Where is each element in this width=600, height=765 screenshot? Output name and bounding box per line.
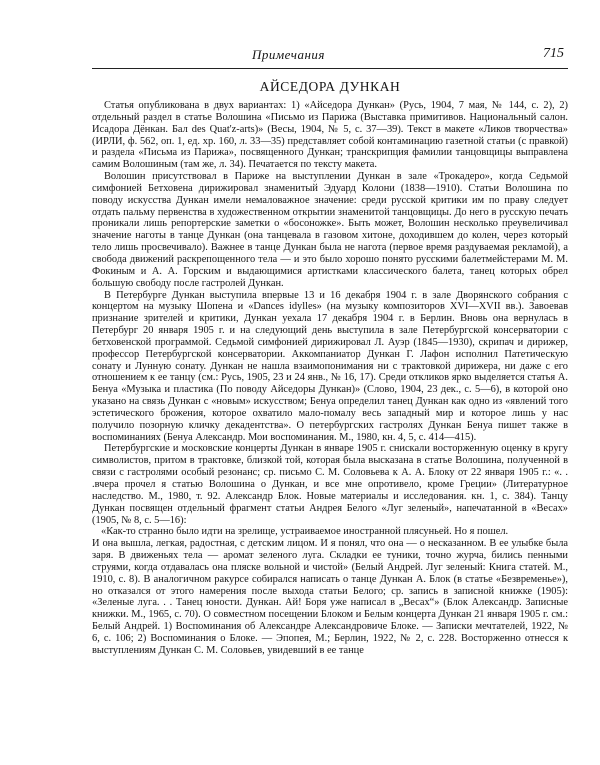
note-paragraph: В Петербурге Дункан выступила впервые 13 и 16 декабря 1904 г. в зале Дворянского собрания с концертом на музыку Шопена и «Dances idylles» (на музыку композиторов XVI—XVII вв.). Завоевав признание зрителей и критики, Дункан уехала 17 декабря 1904 г. в Берлин. Вновь она вернулась в Петербург 20 января 1905 г. и на следующий день выступила в зале Петербургской консерватории с бетховенской программой. Седьмой симфонией дирижировал Л. Ауэр (1845—1930), скрипач и дирижер, профессор Петербургской консерватории. Аккомпаниатор Дункан Г. Лафон исполнил Патетическую сонату и Лунную сонату. Дункан не нашла взаимопонимания ни с трактовкой дирижера, ни даже с его отношением к ее танцу (см.: Русь, 1905, 23 и 24 янв., № 16, 17). Среди откликов ярко выделяется статья А. Бенуа «Музыка и пластика (По поводу Айседоры Дункан)» (Слово, 1904, 23 дек., с. 5—6), в которой оно указано на связь Дункан с «новым» искусством; Бенуа определил танец Дункан как одно из «явлений того эстетического брожения, которое охватило мало-помалу весь западный мир и которое лишь у нас получило позорную кличку декадентства». О петербургских гастролях Дункан Бенуа пишет также в воспоминаниях (Бенуа Александр. Мои воспоминания. М., 1980, кн. 4, 5, с. 414—415). [92,289,568,443]
note-paragraph: Петербургские и московские концерты Дункан в январе 1905 г. снискали восторженную оценку в кругу символистов, притом в трактовке, близкой той, которая была высказана в статье Волошина, полученной в связи с гастролями особый резонанс; ср. письмо С. М. Соловьева к А. А. Блоку от 22 января 1905 г.: «. . .вчера прочел я статью Волошина о Дункан, и все мне опротивело, кроме Греции» (Литературное наследство. М., 1980, т. 92. Александр Блок. Новые материалы и исследования. кн. 1, с. 384). Танцу Дункан посвящен отдельный фрагмент статьи Андрея Белого «Луг зеленый», напечатанной в «Весах» (1905, № 8, с. 5—16): [92,443,568,526]
note-paragraph: И она вышла, легкая, радостная, с детским лицом. И я понял, что она — о несказанном. В ее улыбке была заря. В движеньях тела — аромат зеленого луга. Складки ее туники, точно журча, бились пенными струями, когда отдавалась она пляске вольной и чистой» (Белый Андрей. Луг зеленый: Книга статей. М., 1910, с. 8). В аналогичном ракурсе собирался написать о танце Дункан А. Блок (в статье «Безвременье»), но отказался от этого намерения после выхода статьи Белого; ср. запись в записной книжке (1905): «Зеленые луга. . . Танец юности. Дункан. Ай! Боря уже написал в „Весах“» (Блок Александр. Записные книжки. М., 1965, с. 70). О совместном посещении Блоком и Белым концерта Дункан 21 января 1905 г. см.: Белый Андрей. 1) Воспоминания об Александре Александровиче Блоке. — Записки мечтателей, 1922, № 6, с. 106; 2) Воспоминания о Блоке. — Эпопея, М.; Берлин, 1922, № 2, с. 228. Восторженно отнесся к выступлениям Дункан С. М. Соловьев, увидевший в ее танце [92,538,568,656]
note-paragraph: Статья опубликована в двух вариантах: 1) «Айседора Дункан» (Русь, 1904, 7 мая, № 144, с. 2), 2) отдельный раздел в статье Волошина «Письмо из Парижа (Выставка примитивов. Национальный салон. Исадора Дёнкан. Бал des Quat'z-arts)» (Весы, 1904, № 5, с. 37—39). Текст в макете «Ликов творчества» (ИРЛИ, ф. 562, оп. 1, ед. хр. 160, л. 33—35) представляет собой контаминацию газетной статьи (с правкой) и раздела «Письма из Парижа», посвященного Дункан; транскрипция фамилии танцовщицы выправлена самим Волошиным (там же, л. 34). Печатается по тексту макета. [92,100,568,171]
quotation-paragraph: «Как-то странно было идти на зрелище, устраиваемое иностранной плясуньей. Но я пошел. [101,526,509,538]
notes-body [92,100,568,657]
note-paragraph: Волошин присутствовал в Париже на выступлении Дункан в зале «Трокадеро», когда Седьмой симфонией Бетховена дирижировал знаменитый Эдуард Колони (1838—1910). Статьи Волошина по поводу искусства Дункан имели немаловажное значение: среди русской критики им по праву следует отдать пальму первенства в художественном открытии знаменитой танцовщицы. До него в русскую печать проникали лишь репортерские заметки о «босоножке». Быть может, Волошин несколько преувеличивал значение наготы в танце Дункан (она танцевала в газовом хитоне, доходившем до колен, через который тело лишь просвечивало). Важнее в танце Дункан была не нагота (первое время раздуваемая рекламой), а свобода движений раскрепощенного тела — и это было хорошо понято русскими балетмейстерами М. М. Фокиным и А. А. Горским и выдающимися артистками классического балета, танец которых обрел большую свободу после гастролей Дункан. [92,171,568,289]
section-title: АЙСЕДОРА ДУНКАН [259,79,401,94]
page-header [92,44,568,69]
running-title: Примечания [252,47,325,62]
page-number: 715 [543,46,564,61]
